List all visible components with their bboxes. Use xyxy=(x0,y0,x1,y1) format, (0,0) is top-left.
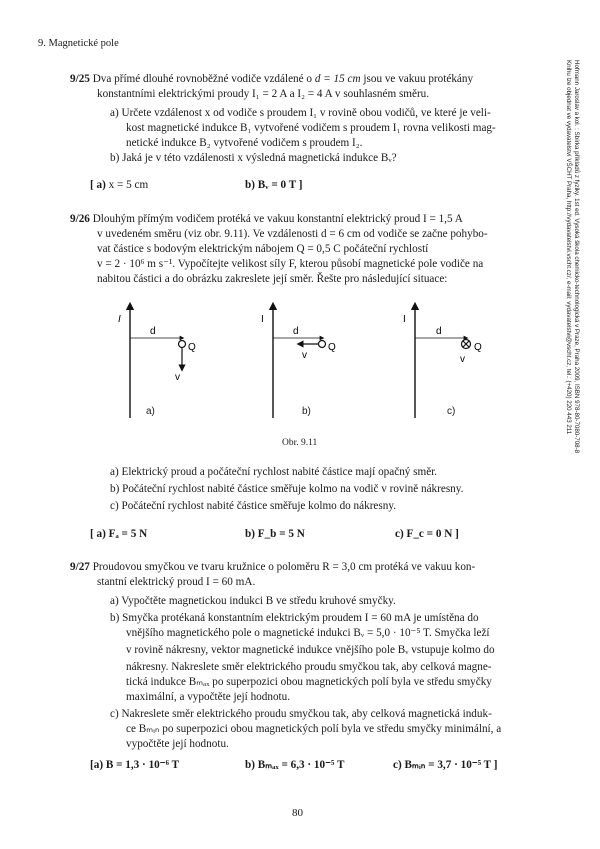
answer-9-27-c: c) Bₘᵢₙ = 3,7 · 10⁻⁵ T ] xyxy=(393,759,498,771)
figure-part-c xyxy=(403,306,482,418)
answer-9-27-b: b) Bₘₐₓ = 6,3 · 10⁻⁵ T xyxy=(245,759,345,771)
svg-text:d: d xyxy=(436,326,442,337)
problem-number: 9/25 xyxy=(70,73,90,85)
answer-9-27-a: [a) B = 1,3 · 10⁻⁶ T xyxy=(90,759,180,771)
label-b: b) xyxy=(302,406,311,417)
side-note-line2: Knihu lze objednat ve vydavatelství VŠCHT Praha, http://vydavatelstvi.vscht.cz/, e-mail: vydavatelstvi@vscht.cz, tel.: (+420) 220 443 211 xyxy=(565,60,572,435)
problem-9-25: 9/25 Dva přímé dlouhé rovnoběžné vodiče vzdálené o d = 15 cm jsou ve vakuu protékány konstantními elektrickými proudy I₁ = 2 A a I₂ = 4 A v souhlasném směru. a) Určete vzdálenost x od vodiče s proudem I₁ v rovině obou vodičů, ve které je veli- kost magnetické indukce B₁ vytvořené vodičem s proudem I₁ rovna velikosti mag- netické indukce B₂ vytvořené vodičem s proudem I₂. b) Jaká je v této vzdálenosti x výsledná magnetická indukce Bᵥ? xyxy=(70,73,496,164)
label-v: v xyxy=(175,372,180,383)
label-d: d xyxy=(150,326,156,337)
answer-9-25-b: b) Bᵥ = 0 T ] xyxy=(245,179,303,191)
answer-9-26-b: b) F_b = 5 N xyxy=(245,528,305,540)
figure-caption: Obr. 9.11 xyxy=(282,438,318,448)
charge-dot xyxy=(179,341,186,348)
svg-text:I: I xyxy=(261,314,264,325)
svg-text:d: d xyxy=(293,326,299,337)
problem-9-26: 9/26 Dlouhým přímým vodičem protéká ve vakuu konstantní elektrický proud I = 1,5 A v uvedeném směru (viz obr. 9.11). Ve vzdálenosti d = 6 cm od vodiče se začne pohybo- vat částice s bodovým elektrickým nábojem Q = 0,5 C počáteční rychlostí v = 2 · 10⁶ m s⁻¹. Vypočítejte velikost síly F, kterou působí magnetické pole vodiče na nabitou částici a do obrázku zakreslete její směr. Řešte pro následující situace: xyxy=(70,213,488,285)
figure-part-a xyxy=(118,306,196,418)
svg-text:v: v xyxy=(460,354,465,365)
label-a: a) xyxy=(146,406,155,417)
page-number: 80 xyxy=(292,807,303,819)
label-Q: Q xyxy=(188,342,196,353)
svg-text:Q: Q xyxy=(328,342,336,353)
svg-text:v: v xyxy=(302,350,307,361)
running-header: 9. Magnetické pole xyxy=(38,38,119,49)
side-note xyxy=(564,60,580,780)
figure-part-b xyxy=(261,306,336,418)
problem-9-27: 9/27 Proudovou smyčkou ve tvaru kružnice o poloměru R = 3,0 cm protéká ve vakuu kon- stantní elektrický proud I = 60 mA. a) Vypočtěte magnetickou indukci B ve středu kruhové smyčky. b) Smyčka protékaná konstantním elektrickým proudem I = 60 mA je umístěna do vnějšího magnetického pole o magnetické indukci Bᵥ = 5,0 · 10⁻⁵ T. Smyčka leží v rovině nákresny, vektor magnetické indukce vnějšího pole Bᵥ vstupuje kolmo do nákresny. Nakreslete směr elektrického proudu smyčkou tak, aby celková magne- tická indukce Bₘₐₓ po superpozici obou magnetických polí byla ve středu smyčky maximální, a vypočtěte její hodnotu. c) Nakreslete směr elektrického proudu smyčkou tak, aby celková magnetická induk- ce Bₘᵢₙ po superpozici obou magnetických polí byla ve středu smyčky minimální, a vypočtěte její hodnotu. xyxy=(70,561,502,750)
label-I: I xyxy=(118,314,121,325)
side-note-line1: Hofmann Jaroslav a kol. : Sbírka příkladů z fyziky. 1st ed. Vysoká škola chemicko-technologická v Praze, Praha 2009, ISBN 978-80-7080-708-8 xyxy=(573,60,580,454)
svg-text:Q: Q xyxy=(474,342,482,353)
svg-text:I: I xyxy=(403,314,406,325)
answer-9-26-a: [ a) Fₐ = 5 N xyxy=(90,528,148,540)
answer-9-26-c: c) F_c = 0 N ] xyxy=(395,528,459,540)
problem-9-26-parts: a) Elektrický proud a počáteční rychlost nabité částice mají opačný směr. b) Počáteční rychlost nabité částice směřuje kolmo na vodič v rovině nákresny. c) Počáteční rychlost nabité částice směřuje kolmo do nákresny. xyxy=(110,466,464,512)
answer-9-25: [ a) x = 5 cm xyxy=(90,179,149,191)
label-c: c) xyxy=(447,406,456,417)
